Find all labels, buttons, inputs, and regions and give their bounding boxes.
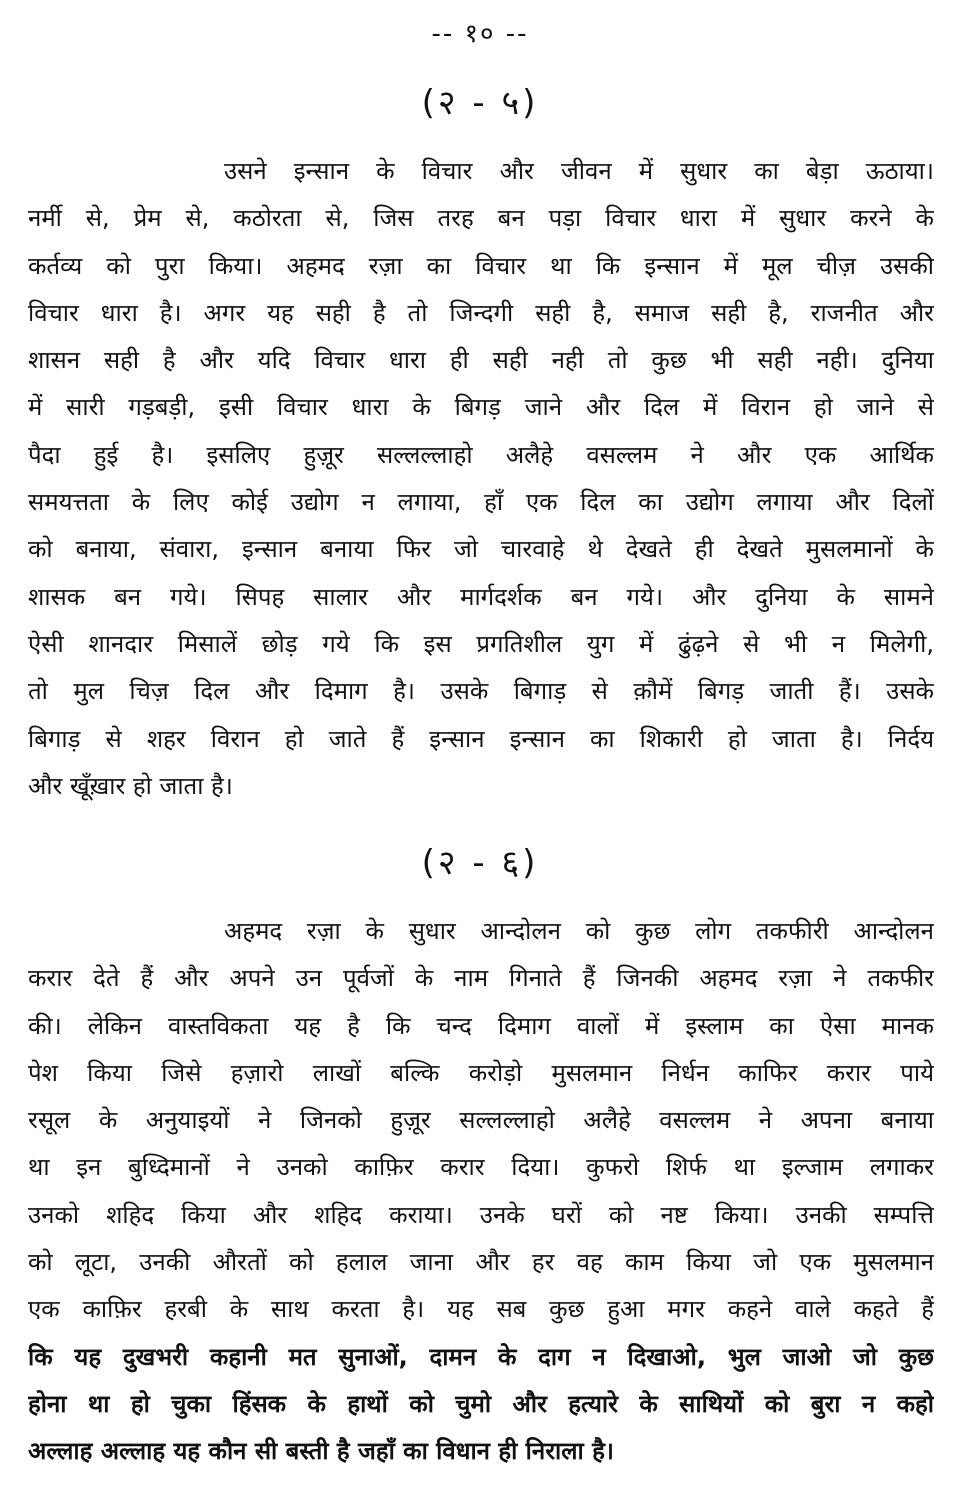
- text-line: बिगाड़ से शहर विरान हो जाते हैं इन्सान इन्सान का शिकारी हो जाता है। निर्दय: [28, 724, 934, 753]
- text-line: अहमद रज़ा के सुधार आन्दोलन को कुछ लोग तकफीरी आन्दोलन: [224, 917, 934, 945]
- text-line: अल्लाह अल्लाह यह कौन सी बस्ती है जहाँ का विधान ही निराला है।: [28, 1437, 614, 1466]
- paragraph-2-5: [28, 148, 934, 810]
- text-line: नर्मी से, प्रेम से, कठोरता से, जिस तरह बन पड़ा विचार धारा में सुधार करने के: [28, 204, 934, 233]
- text-line: पैदा हुई है। इसलिए हुज़ूर सल्लल्लाहो अलैहे वसल्लम ने और एक आर्थिक: [28, 440, 934, 469]
- text-line: की। लेकिन वास्तविकता यह है कि चन्द दिमाग वालों में इस्लाम का ऐसा मानक: [28, 1011, 934, 1040]
- text-line: करार देते हैं और अपने उन पूर्वजों के नाम गिनाते हैं जिनकी अहमद रज़ा ने तकफीर: [28, 964, 934, 993]
- text-line: में सारी गड़बड़ी, इसी विचार धारा के बिगड़ जाने और दिल में विरान हो जाने से: [28, 393, 934, 422]
- text-line: होना था हो चुका हिंसक के हाथों को चुमो और हत्यारे के साथियों को बुरा न कहो: [28, 1389, 934, 1418]
- section-heading-2-6: (२ - ६): [421, 843, 539, 883]
- paragraph-2-6: [28, 908, 934, 1476]
- text-line: ऐसी शानदार मिसालें छोड़ गये कि इस प्रगतिशील युग में ढुंढ़ने से भी न मिलेगी,: [28, 629, 934, 658]
- text-line: और खूँख़ार हो जाता है।: [28, 771, 233, 800]
- section-heading-2-5: (२ - ५): [421, 83, 539, 123]
- text-line: को लूटा, उनकी औरतों को हलाल जाना और हर वह काम किया जो एक मुसलमान: [28, 1248, 934, 1277]
- text-line: शासक बन गये। सिपह सालार और मार्गदर्शक बन गये। और दुनिया के सामने: [28, 582, 934, 611]
- text-line: कर्तव्य को पुरा किया। अहमद रज़ा का विचार था कि इन्सान में मूल चीज़ उसकी: [28, 251, 934, 280]
- text-line: को बनाया, संवारा, इन्सान बनाया फिर जो चारवाहे थे देखते ही देखते मुसलमानों के: [28, 535, 934, 564]
- text-line: था इन बुध्दिमानों ने उनको काफ़िर करार दिया। कुफरो शिर्फ था इल्जाम लगाकर: [28, 1153, 934, 1182]
- text-line: कि यह दुखभरी कहानी मत सुनाओं, दामन के दाग न दिखाओ, भुल जाओ जो कुछ: [28, 1342, 934, 1371]
- text-line: विचार धारा है। अगर यह सही है तो जिन्दगी सही है, समाज सही है, राजनीत और: [28, 298, 934, 327]
- page-number: -- १० --: [431, 19, 529, 49]
- text-line: तो मुल चिज़ दिल और दिमाग है। उसके बिगाड़ से क़ौमें बिगड़ जाती हैं। उसके: [28, 677, 934, 706]
- text-line: उनको शहिद किया और शहिद कराया। उनके घरों को नष्ट किया। उनकी सम्पत्ति: [28, 1200, 934, 1229]
- text-line: समयत्तता के लिए कोई उद्योग न लगाया, हाँ एक दिल का उद्योग लगाया और दिलों: [28, 488, 934, 517]
- text-line: पेश किया जिसे हज़ारो लाखों बल्कि करोड़ो मुसलमान निर्धन काफिर करार पाये: [28, 1058, 934, 1087]
- text-line: शासन सही है और यदि विचार धारा ही सही नही तो कुछ भी सही नही। दुनिया: [28, 346, 934, 375]
- text-line: उसने इन्सान के विचार और जीवन में सुधार का बेड़ा ऊठाया।: [224, 157, 934, 185]
- text-line: एक काफ़िर हरबी के साथ करता है। यह सब कुछ हुआ मगर कहने वाले कहते हैं: [28, 1295, 934, 1324]
- text-line: रसूल के अनुयाइयों ने जिनको हुज़ूर सल्लल्लाहो अलैहे वसल्लम ने अपना बनाया: [28, 1106, 934, 1135]
